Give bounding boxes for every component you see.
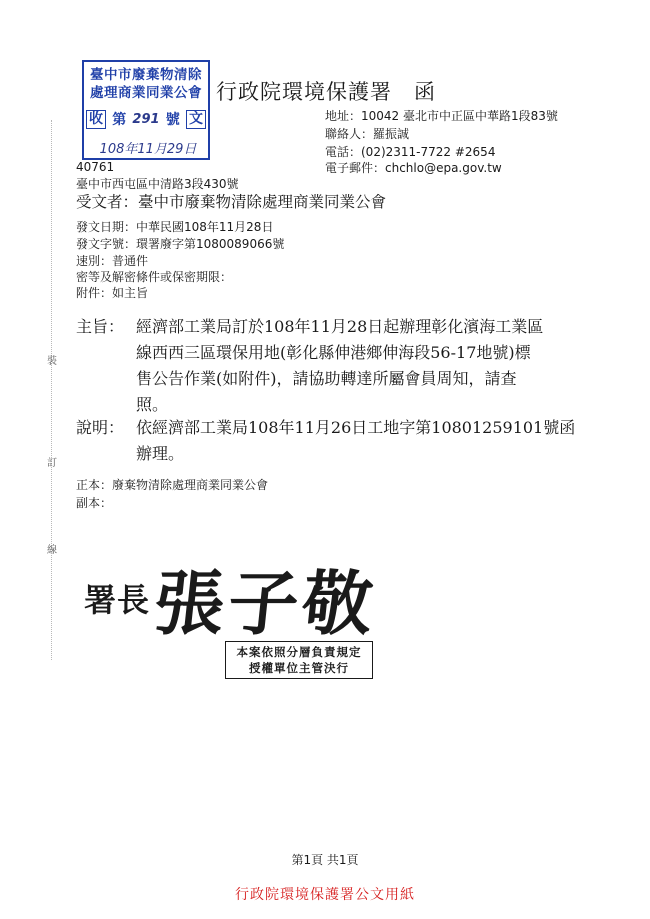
sender-phone: 電話：(02)2311-7722 #2654 xyxy=(325,145,496,159)
explanation-section xyxy=(76,415,581,471)
recipient-address: 臺中市西屯區中清路3段430號 xyxy=(76,177,239,191)
agency-title: 行政院環境保護署 函 xyxy=(216,80,436,104)
stamp-organization xyxy=(88,66,204,102)
stamp-number: 291 xyxy=(132,111,160,127)
explanation-text xyxy=(136,415,581,467)
subject-label: 主旨： xyxy=(76,317,125,336)
recipient-postal-code: 40761 xyxy=(76,160,115,174)
subject-section xyxy=(76,314,581,424)
binding-mark: 訂 xyxy=(47,458,57,469)
explanation-label: 說明： xyxy=(76,418,125,437)
attachment: 附件：如主旨 xyxy=(76,286,149,300)
sender-contact: 聯絡人：羅振誠 xyxy=(325,127,410,141)
sender-email: 電子郵件：chchlo@epa.gov.tw xyxy=(325,161,502,175)
subject-line: 照。 xyxy=(136,395,169,414)
chief-title: 署長 xyxy=(84,581,151,619)
authorization-line: 本案依照分層負責規定 xyxy=(236,645,362,659)
document-number: 發文字號：環署廢字第1080089066號 xyxy=(76,237,285,251)
subject-text xyxy=(136,314,581,418)
receipt-stamp xyxy=(82,60,210,160)
explanation-line: 辦理。 xyxy=(136,444,185,463)
subject-line: 經濟部工業局訂於108年11月28日起辦理彰化濱海工業區 xyxy=(136,317,544,336)
explanation-line: 依經濟部工業局108年11月26日工地字第10801259101號函 xyxy=(136,418,576,437)
stamp-number-row xyxy=(86,108,206,130)
carbon-copy: 副本： xyxy=(76,496,113,510)
stamp-number-prefix: 第 xyxy=(112,112,127,128)
stamp-doc-label: 文 xyxy=(186,110,206,129)
delivery-speed: 速別：普通件 xyxy=(76,254,149,268)
stamp-received-label: 收 xyxy=(86,110,106,129)
binding-mark: 線 xyxy=(47,545,57,556)
binding-mark: 裝 xyxy=(47,356,57,367)
authorization-line: 授權單位主管決行 xyxy=(249,661,349,675)
page-number: 第1頁 共1頁 xyxy=(291,853,359,867)
subject-line: 售公告作業(如附件)，請協助轉達所屬會員周知，請查 xyxy=(136,369,517,388)
paper-label: 行政院環境保護署公文用紙 xyxy=(235,887,415,903)
stamp-org-line2: 處理商業同業公會 xyxy=(90,85,202,101)
authorization-box xyxy=(225,641,373,679)
stamp-date: 108年11月29日 xyxy=(99,142,197,157)
stamp-number-suffix: 號 xyxy=(165,112,180,128)
stamp-org-line1: 臺中市廢棄物清除 xyxy=(90,67,202,83)
subject-line: 線西西三區環保用地(彰化縣伸港鄉伸海段56-17地號)標 xyxy=(136,343,531,362)
sender-address: 地址：10042 臺北市中正區中華路1段83號 xyxy=(325,109,558,123)
binding-line xyxy=(51,120,53,660)
issue-date: 發文日期：中華民國108年11月28日 xyxy=(76,220,274,234)
recipient: 受文者：臺中市廢棄物清除處理商業同業公會 xyxy=(76,193,387,211)
secrecy-level: 密等及解密條件或保密期限： xyxy=(76,270,233,284)
main-copy: 正本：廢棄物清除處理商業同業公會 xyxy=(76,478,269,492)
signature: 張子敬 xyxy=(150,562,381,645)
